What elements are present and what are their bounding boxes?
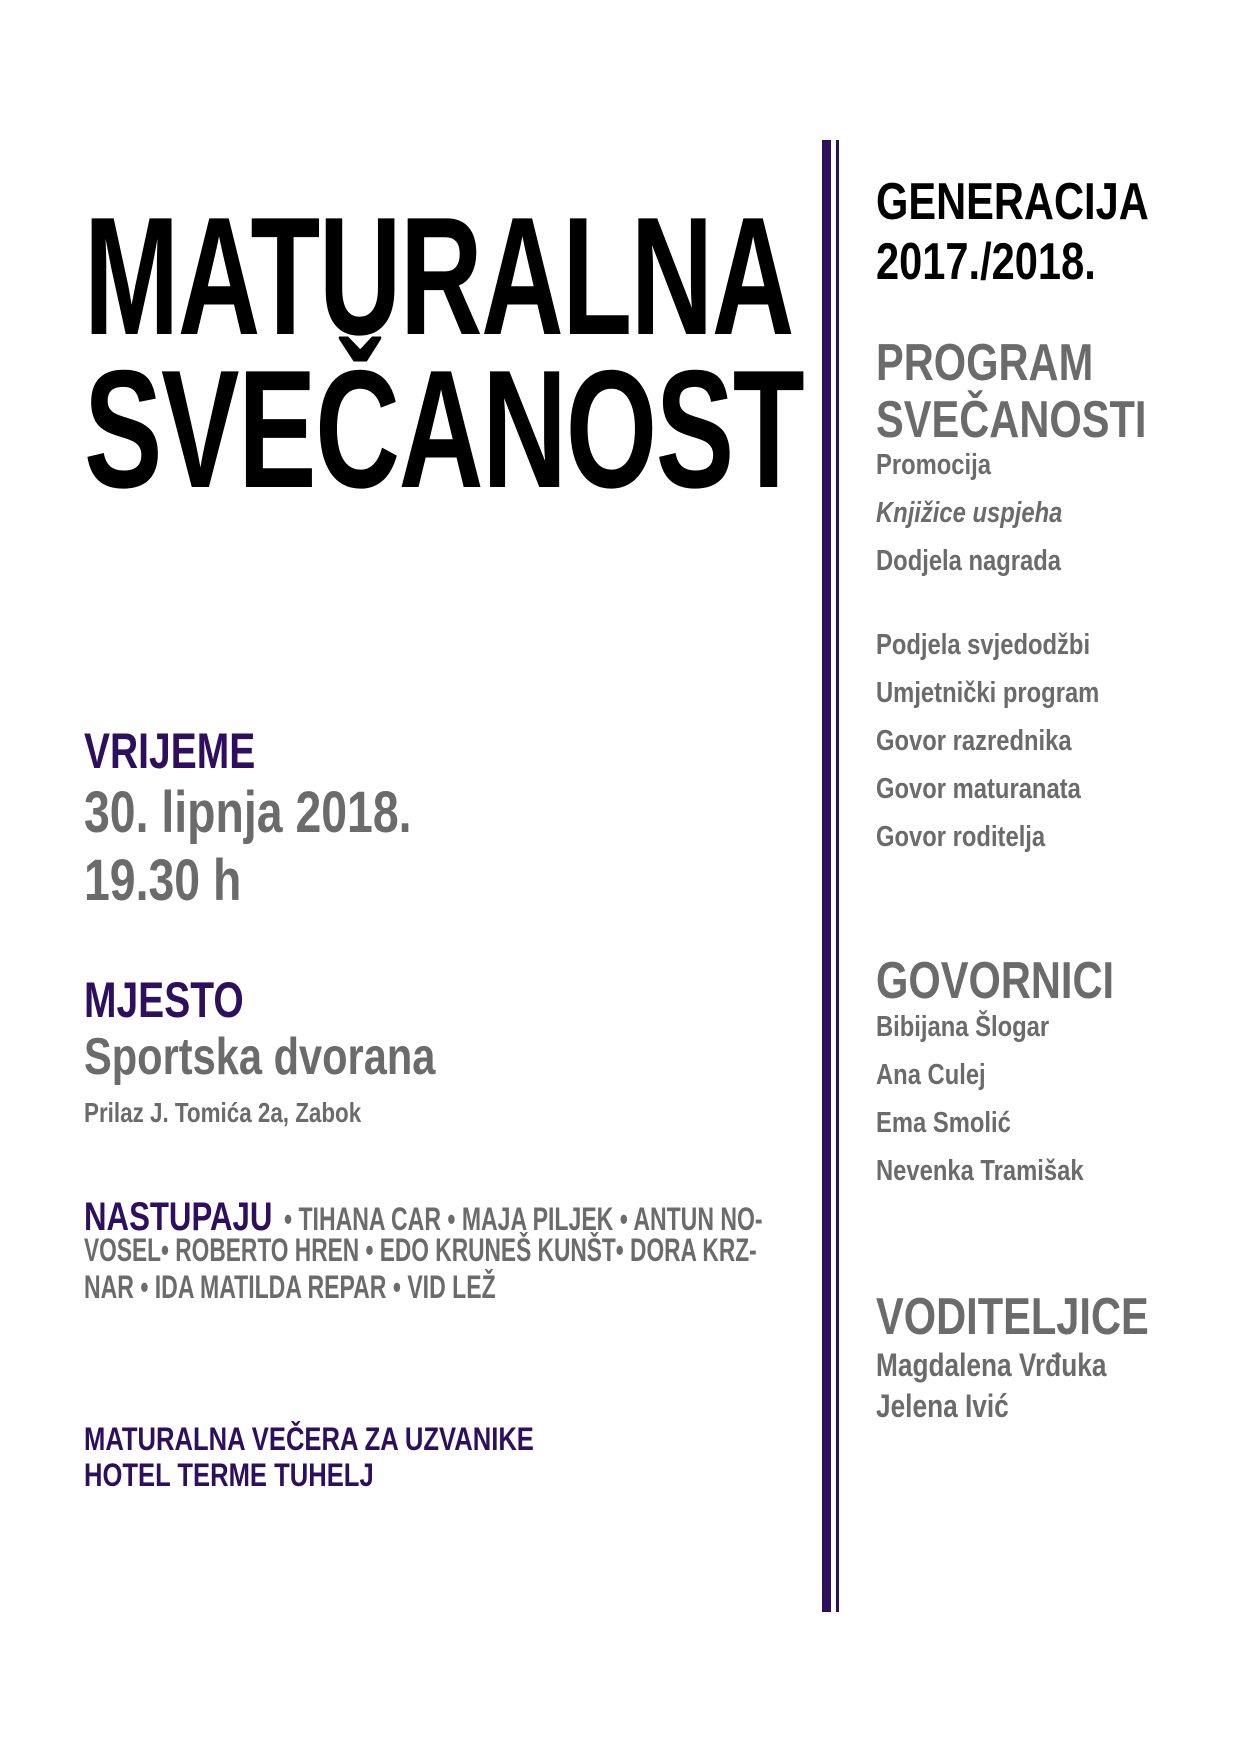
program-item: Govor razrednika — [876, 725, 1072, 757]
venue-name: Sportska dvorana — [84, 1028, 436, 1086]
performers-text-1: • TIHANA CAR • MAJA PILJEK • ANTUN NO- — [283, 1201, 763, 1237]
performers-text-3: NAR • IDA MATILDA REPAR • VID LEŽ — [84, 1269, 496, 1305]
vertical-divider-thick — [822, 140, 831, 1612]
program-item: Promocija — [876, 449, 991, 481]
program-item: Govor roditelja — [876, 821, 1046, 853]
event-date: 30. lipnja 2018. — [84, 780, 412, 845]
performers-label: NASTUPAJU — [84, 1195, 273, 1239]
speaker-item: Bibijana Šlogar — [876, 1011, 1050, 1043]
speaker-item: Ema Smolić — [876, 1107, 1011, 1139]
generation-label: GENERACIJA — [876, 173, 1149, 231]
speaker-item: Ana Culej — [876, 1059, 986, 1091]
title-line-2: SVEČANOST — [84, 335, 804, 523]
host-item: Magdalena Vrđuka — [876, 1347, 1107, 1383]
title-line-1: MATURALNA — [84, 182, 794, 370]
performers-line-1 — [84, 1195, 824, 1239]
host-item: Jelena Ivić — [876, 1388, 1009, 1424]
performers-block — [84, 1195, 824, 1306]
vertical-divider-thin — [836, 140, 839, 1612]
place-heading: MJESTO — [84, 972, 244, 1028]
performers-line-3 — [84, 1269, 824, 1306]
speakers-heading: GOVORNICI — [876, 952, 1115, 1010]
speaker-item: Nevenka Tramišak — [876, 1155, 1084, 1187]
program-heading-1: PROGRAM — [876, 334, 1094, 392]
program-item: Knjižice uspjeha — [876, 497, 1063, 529]
hosts-heading: VODITELJICE — [876, 1288, 1149, 1346]
program-item: Govor maturanata — [876, 773, 1081, 805]
performers-line-2 — [84, 1232, 824, 1269]
event-time: 19.30 h — [84, 848, 242, 913]
time-heading: VRIJEME — [84, 723, 256, 779]
program-heading-2: SVEČANOSTI — [876, 391, 1147, 449]
dinner-line-2: HOTEL TERME TUHELJ — [84, 1457, 374, 1493]
program-item: Umjetnički program — [876, 677, 1100, 709]
generation-years: 2017./2018. — [876, 233, 1096, 291]
performers-text-2: VOSEL• ROBERTO HREN • EDO KRUNEŠ KUNŠT• DORA KRZ- — [84, 1232, 757, 1268]
dinner-line-1: MATURALNA VEČERA ZA UZVANIKE — [84, 1421, 534, 1457]
venue-address: Prilaz J. Tomića 2a, Zabok — [84, 1097, 362, 1128]
program-item: Podjela svjedodžbi — [876, 629, 1091, 661]
program-item: Dodjela nagrada — [876, 545, 1062, 577]
